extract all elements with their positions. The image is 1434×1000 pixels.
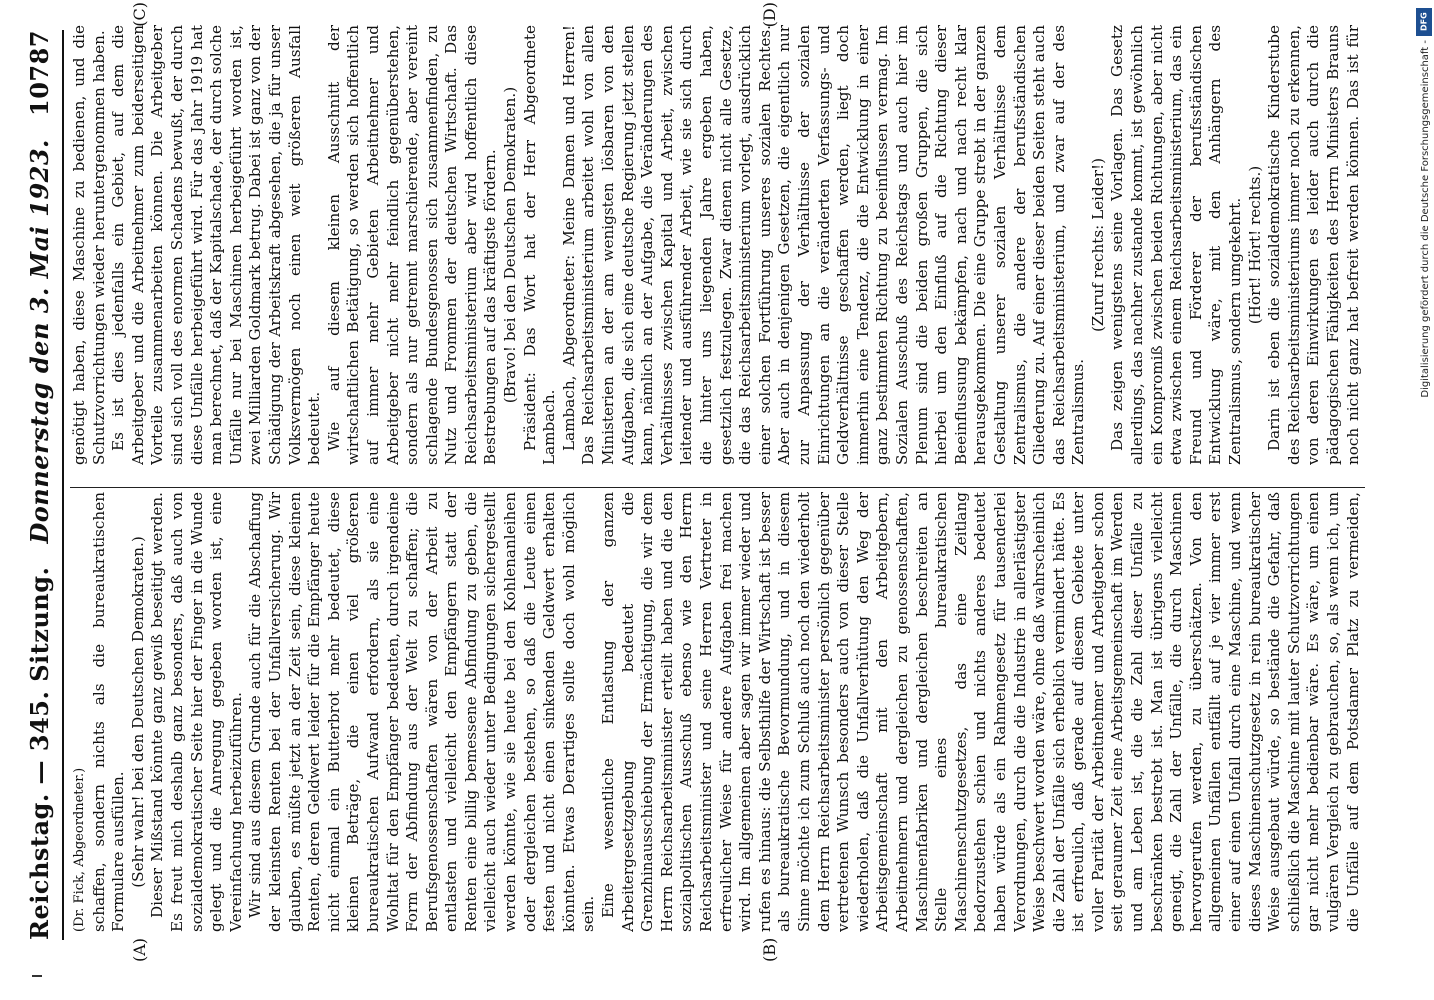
- scan-tick-mark: [32, 975, 42, 977]
- header-date: Donnerstag den 3. Mai 1923.: [24, 139, 54, 544]
- interjection: (Hört! Hört! rechts.): [1245, 165, 1264, 325]
- dfg-side-strip: [1412, 0, 1434, 1000]
- paragraph: Lambach, Abgeordneter: Meine Damen und Herren! Das Reichsarbeitsministerium arbeitet wohl von allen Ministerien an der am wenigsten lösbaren von den Aufgaben, die sich eine deutsche Regierung jetzt stellen kann, nämlich an der Aufgabe, die Veränderungen des Verhältnisses zwischen Kapital und Arbeit, zwischen leitender und ausführender Arbeit, wie sie sich durch die hinter uns liegenden Jahre ergeben haben, gesetzlich festzulegen. Zwar dienen nicht alle Gesetze, die das Reichsarbeitsministerium vorlegt, ausdrücklich einer solchen Fortführung unseres sozialen Rechtes. Aber auch in denjenigen Gesetzen, die eigentlich nur zur Anpassung der Verhältnisse der sozialen Einrichtungen an die veränderten Verfassungs- und Geldverhältnisse geschaffen werden, liegt doch immerhin eine Tendenz, die die Entwicklung in einer ganz bestimmten Richtung zu beeinflussen vermag. Im Sozialen Ausschuß des Reichstags und auch hier im Plenum sind die beiden großen Gruppen, die sich hierbei um den Einfluß auf die Richtung dieser Beeinflussung bekämpfen, nach und nach recht klar herausgekommen. Die eine Gruppe strebt in der ganzen Gestaltung unserer sozialen Verhältnisse dem Zentralismus, die andere der berufsständischen Gliederung zu. Auf einer dieser beiden Seiten steht auch das Reichsarbeitsministerium, und zwar auf der des Zentralismus.: [559, 25, 1088, 465]
- page-number: 10787: [24, 30, 54, 116]
- paragraph: Eine wesentliche Entlastung der ganzen Arbeitergesetzgebung bedeutet die Grenzhinausschiebung der Ermächtigung, die wir dem Herrn Reichsarbeitsminister erteilt haben und die den sozialpolitischen Ausschuß ebenso wie den Herrn Reichsarbeitsminister und seine Herren Vertreter in erfreulicher Weise für andere Aufgaben frei machen wird. Im allgemeinen aber sagen wir immer wieder und rufen es hinaus: die Selbsthilfe der Wirtschaft ist besser als bureaukratische Bevormundung, und in diesem Sinne möchte ich zum Schluß auch noch den wiederholt dem Herrn Reichsarbeitsminister persönlich gegenüber vertretenen Wunsch besonders auch von dieser Stelle wiederholen, daß die Unfallverhütung den Weg der Arbeitsgemeinschaft mit den Arbeitgebern, Arbeitnehmern und dergleichen zu genossenschaften, Maschinenfabriken und dergleichen beschreiten an Stelle eines bureaukratischen Maschinenschutzgesetzes, das eine Zeitlang bedorzustehen schien und nichts anderes bedeutet haben würde als ein Rahmengesetz für tausenderlei Verordnungen, durch die die Industrie in allerlästigster Weise beschwert worden wäre, ohne daß wahrscheinlich die Zahl der Unfälle sich erheblich vermindert hätte. Es ist erfreulich, daß gerade auf diesem Gebiete unter voller Parität der Arbeitnehmer und Arbeitgeber schon seit geraumer Zeit eine Arbeitsgemeinschaft im Werden und am Leben ist, die die Zahl dieser Unfälle zu beschränken bestrebt ist. Man ist übrigens vielleicht geneigt, die Zahl der Unfälle, die durch Maschinen hervorgerufen werden, zu überschätzen. Von den allgemeinen Unfällen entfällt auf je vier immer erst einer auf einen Unfall durch eine Maschine, und wenn dieses Maschinenschutzgesetz in rein bureaukratischer Weise ausgebaut würde, so bestände die Gefahr, daß schließlich die Maschine mit lauter Schutzvorrichtungen gar nicht mehr bedienbar wäre. Es wäre, um einen vulgären Vergleich zu gebrauchen, so, als wenn ich, um die Unfälle auf dem Potsdamer Platz zu vermeiden,: [599, 492, 1362, 932]
- dfg-logo: DFG: [1416, 8, 1432, 36]
- dfg-credit-text: Digitalisierung gefördert durch die Deutsche Forschungsgemeinschaft -: [1420, 40, 1431, 398]
- column-divider: [70, 487, 1365, 488]
- margin-marker-b: (B): [760, 937, 779, 962]
- header-rule: [62, 30, 64, 940]
- interjection: (Sehr wahr! bei den Deutschen Demokraten.): [128, 536, 147, 888]
- header-left: Reichstag. — 345. Sitzung.: [24, 566, 54, 940]
- margin-marker-d: (D): [760, 2, 779, 28]
- interjection: (Zuruf rechts: Leider!): [1088, 157, 1107, 333]
- margin-marker-c: (C): [130, 2, 149, 27]
- right-column: [70, 25, 1365, 465]
- paragraph: schaffen, sondern nichts als die bureaukratischen Formulare ausfüllen.: [89, 492, 128, 932]
- paragraph: Das zeigen wenigstens seine Vorlagen. Das Gesetz allerdings, das nachher zustande kommt, ist gewöhnlich ein Kompromiß zwischen beiden Richtungen, aber nicht etwa zwischen einem Reichsarbeitsministerium, das ein Freund und Förderer der berufsständischen Entwicklung wäre, mit den Anhängern des Zentralismus, sondern umgekehrt.: [1108, 25, 1245, 465]
- paragraph: Dieser Mißstand könnte ganz gewiß beseitigt werden. Es freut mich deshalb ganz besonders, daß auch von sozialdemokratischer Seite hier der Finger in die Wunde gelegt und die Anregung gegeben worden ist, eine Vereinfachung herbeizuführen.: [148, 492, 245, 932]
- margin-marker-a: (A): [130, 937, 149, 962]
- paragraph: Wie auf diesem kleinen Ausschnitt der wirtschaftlichen Betätigung, so werden sich hoffentlich auf immer mehr Gebieten Arbeitnehmer und Arbeitgeber nicht mehr feindlich gegenüberstehen, sondern als nur getrennt marschierende, aber vereint schlagende Bundesgenossen sich zusammenfinden, zu Nutz und Frommen der deutschen Wirtschaft. Das Reichsarbeitsministerium aber wird hoffentlich diese Bestrebungen auf das kräftigste fördern.: [324, 25, 500, 465]
- paragraph: Wir sind aus diesem Grunde auch für die Abschaffung der kleinsten Renten bei der Unfallversicherung. Wir glauben, es müßte jetzt an der Zeit sein, diese kleinen Renten, deren Geldwert leider für die Empfänger heute nicht einmal ein Butterbrot mehr bedeutet, diese kleinen Beträge, die einen viel größeren bureaukratischen Aufwand erfordern, als sie eine Wohltat für den Empfänger bedeuten, durch irgendeine Form der Abfindung aus der Welt zu schaffen; die Berufsgenossenschaften wären von der Arbeit zu entlasten und vielleicht den Empfängern statt der Renten eine billig bemessene Abfindung zu geben, die vielleicht auch wieder unter Bedingungen sichergestellt werden könnte, wie sie heute bei den Kohlenanleihen oder dergleichen bestehen, so daß die Leute einen festen und nicht einen sinkenden Geldwert erhalten könnten. Etwas Derartiges sollte doch wohl möglich sein.: [246, 492, 598, 932]
- president-line: Präsident: Das Wort hat der Herr Abgeordnete Lambach.: [520, 25, 559, 465]
- paragraph: Es ist dies jedenfalls ein Gebiet, auf dem die Arbeitgeber und die Arbeitnehmer zum beiderseitigen Vorteile zusammenarbeiten können. Die Arbeitgeber sind sich voll des enormen Schadens bewußt, der durch diese Unfälle herbeigeführt wird. Für das Jahr 1919 hat man berechnet, daß der Kapitalschade, der durch solche Unfälle nur bei Maschinen herbeigeführt worden ist, zwei Milliarden Goldmark betrug. Dabei ist ganz von der Schädigung der Arbeitskraft abgesehen, die ja für unser Volksvermögen noch einen weit größeren Ausfall bedeutet.: [109, 25, 324, 465]
- left-column: [70, 492, 1365, 932]
- speaker-line: (Dr. Fick, Abgeordneter.): [72, 767, 87, 932]
- paragraph: genötigt haben, diese Maschine zu bedienen, und die Schutzvorrichtungen wieder heruntergenommen haben.: [70, 25, 108, 465]
- paragraph: Darin ist eben die sozialdemokratische Kinderstube des Reichsarbeitsministeriums immer noch zu erkennen, von deren Einwirkungen es leider auch durch die pädagogischen Fähigkeiten des Herrn Ministers Brauns noch nicht ganz hat befreit werden können. Das ist für: [1265, 25, 1362, 465]
- interjection: (Bravo! bei den Deutschen Demokraten.): [501, 86, 520, 404]
- page-header: [18, 30, 60, 940]
